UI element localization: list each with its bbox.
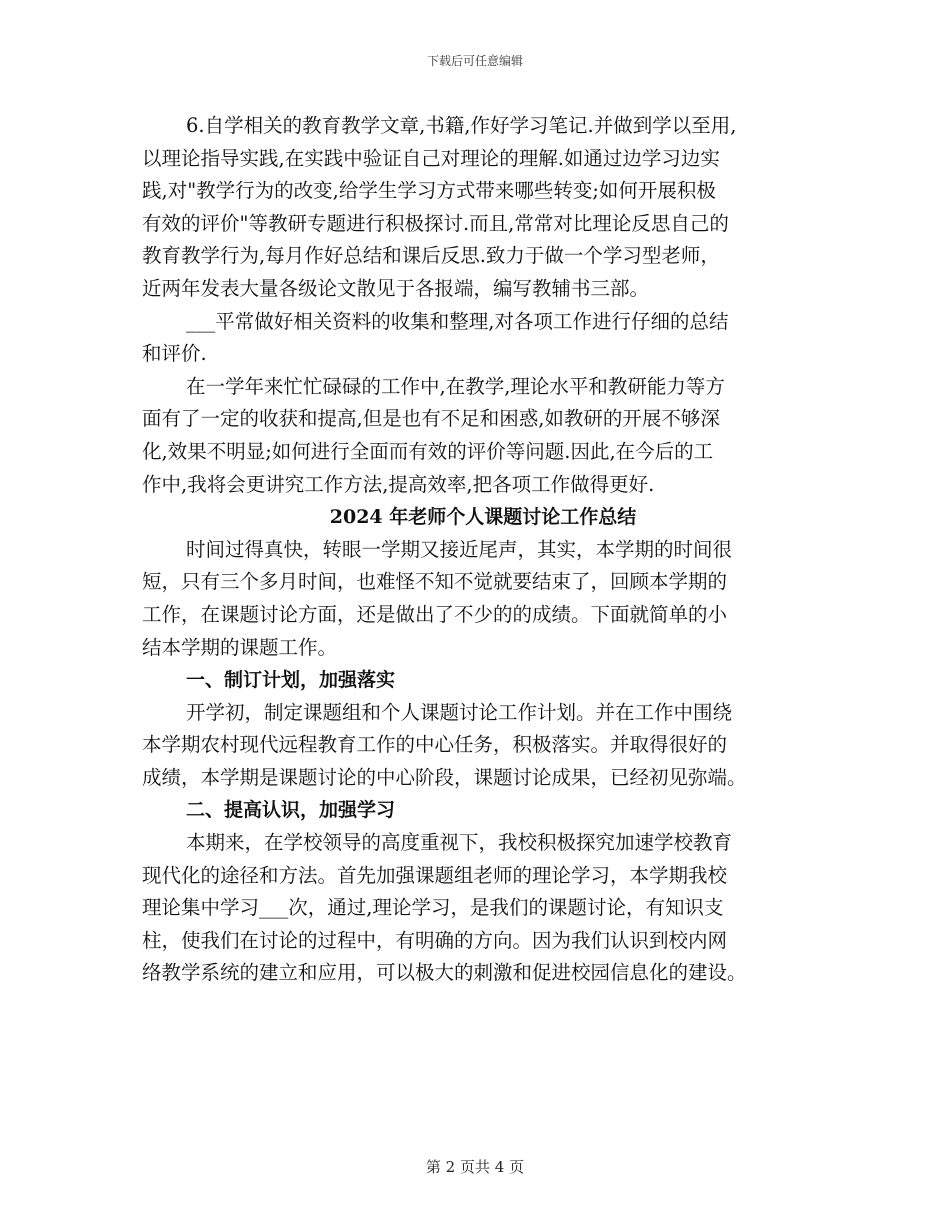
paragraph-line: 本期来，在学校领导的高度重视下，我校积极探究加速学校教育 [186,831,733,855]
paragraph-line: 和评价. [142,342,207,366]
paragraph-line: 近两年发表大量各级论文散见于各报端，编写教辅书三部。 [142,276,650,300]
section-heading: 二、提高认识，加强学习 [186,799,396,822]
paragraph-line: 在一学年来忙忙碌碌的工作中,在教学,理论水平和教研能力等方 [186,374,725,398]
paragraph-line: 时间过得真快，转眼一学期又接近尾声，其实，本学期的时间很 [186,537,733,561]
paragraph-line: 工作，在课题讨论方面，还是做出了不少的的成绩。下面就简单的小 [142,602,728,626]
paragraph-line: 6.自学相关的教育教学文章,书籍,作好学习笔记.并做到学以至用, [186,114,737,137]
page-footer: 第 2 页共 4 页 [425,1158,525,1176]
paragraph-line: 成绩，本学期是课题讨论的中心阶段，课题讨论成果，已经初见弥端。 [142,765,747,789]
document-body [142,110,812,990]
paragraph-line: 教育教学行为,每月作好总结和课后反思.致力于做一个学习型老师， [142,244,720,268]
paragraph-line: 短，只有三个多月时间，也难怪不知不觉就要结束了，回顾本学期的 [142,570,728,594]
document-title: 2024 年老师个人课题讨论工作总结 [329,506,637,529]
paragraph-line: ___平常做好相关资料的收集和整理,对各项工作进行仔细的总结 [186,309,729,333]
paragraph-line: 作中,我将会更讲究工作方法,提高效率,把各项工作做得更好. [142,472,655,496]
paragraph-line: 化,效果不明显;如何进行全面而有效的评价等问题.因此,在今后的工 [142,439,714,463]
paragraph-line: 络教学系统的建立和应用，可以极大的刺激和促进校园信息化的建设。 [142,961,747,985]
paragraph-line: 开学初，制定课题组和个人课题讨论工作计划。并在工作中围绕 [186,700,733,724]
page-header: 下载后可任意编辑 [426,54,523,68]
paragraph-line: 有效的评价"等教研专题进行积极探讨.而且,常常对比理论反思自己的 [142,211,729,235]
section-heading: 一、制订计划，加强落实 [186,669,396,692]
paragraph-line: 面有了一定的收获和提高,但是也有不足和困惑,如教研的开展不够深 [142,407,720,431]
paragraph-line: 以理论指导实践,在实践中验证自己对理论的理解.如通过边学习边实 [142,146,720,170]
paragraph-line: 现代化的途径和方法。首先加强课题组老师的理论学习，本学期我校 [142,863,728,887]
paragraph-line: 结本学期的课题工作。 [142,635,338,659]
paragraph-line: 本学期农村现代远程教育工作的中心任务，积极落实。并取得很好的 [142,733,728,757]
paragraph-line: 践,对"教学行为的改变,给学生学习方式带来哪些转变;如何开展积极 [142,179,716,203]
paragraph-line: 柱，使我们在讨论的过程中，有明确的方向。因为我们认识到校内网 [142,928,728,952]
paragraph-line: 理论集中学习___次，通过,理论学习，是我们的课题讨论，有知识支 [142,896,724,920]
